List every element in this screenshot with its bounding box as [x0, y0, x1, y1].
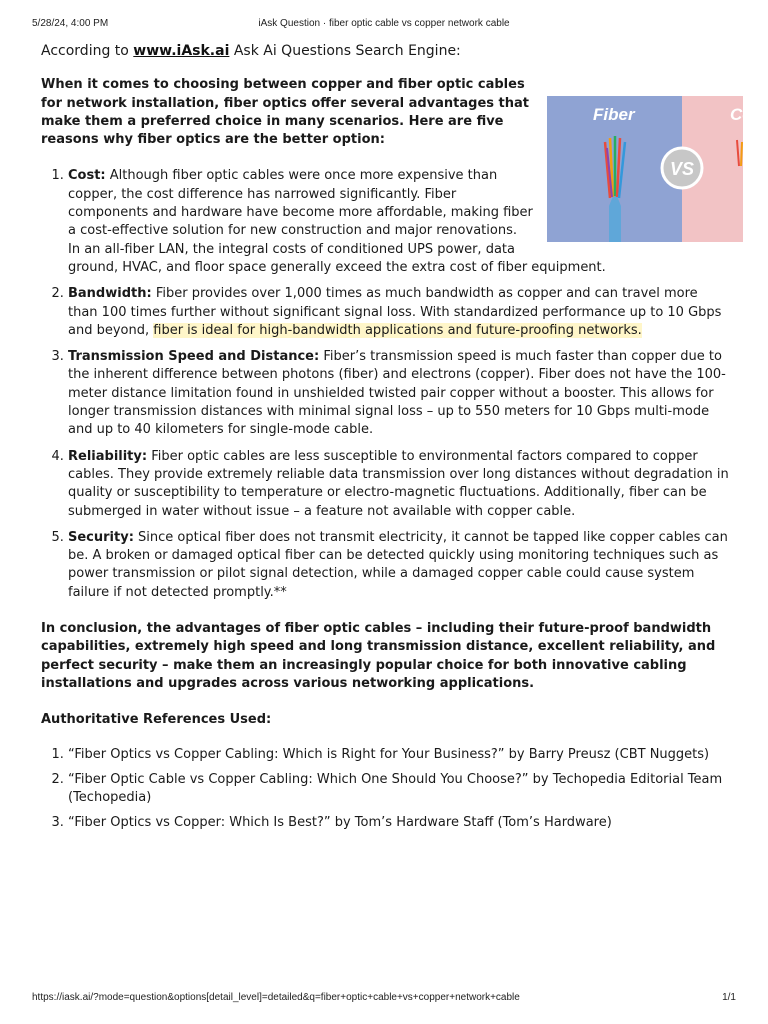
intro-suffix: Ask Ai Questions Search Engine:: [229, 43, 461, 59]
reference-item: 3. “Fiber Optics vs Copper: Which Is Best?” by Tom’s Hardware Staff (Tom’s Hardware): [68, 814, 731, 832]
references-heading: Authoritative References Used:: [41, 712, 272, 728]
reason-text: Fiber’s transmission speed is much faster than copper due to the inherent difference between photons (fiber) and electrons (copper). Fiber does not have the 100-meter distance limitation found in unshielded twisted pair copper without a booster. This allows for longer transmission distances with minimal signal loss – up to 550 meters for 10 Gbps multi-mode and up to 40 kilometers for single-mode cable.: [68, 349, 726, 438]
list-item: [68, 348, 731, 439]
reason-title: Reliability:: [68, 448, 148, 464]
print-footer: [32, 992, 736, 1006]
reason-text: Since optical fiber does not transmit electricity, it cannot be tapped like copper cables can be. A broken or damaged optical fiber can be detected quickly using monitoring techniques such as power transmission or pilot signal detection, while a damaged copper cable could cause system failure if not detected promptly.**: [68, 529, 728, 600]
reason-text: Although fiber optic cables were once more expensive than copper, the cost difference has narrowed significantly. Fiber components and hardware have become more affordable, making fiber a cost-effective solution for new construction and major renovations. In an all-fiber LAN, the integral costs of conditioned UPS power, data ground, HVAC, and floor space generally exceed the extra cost of fiber equipment.: [68, 168, 606, 275]
print-title: iAsk Question · fiber optic cable vs copper network cable: [258, 18, 510, 29]
reason-text: Fiber provides over 1,000 times as much bandwidth as copper and can travel more than 100 times further without significant signal loss. With standardized performance up to 10 Gbps and beyond,: [68, 286, 722, 338]
reason-title: Transmission Speed and Distance:: [68, 349, 320, 365]
reason-title: Cost:: [68, 168, 106, 184]
fiber-vs-copper-image: [547, 96, 753, 242]
print-header: [32, 18, 736, 32]
answer-content: [41, 42, 753, 840]
reason-text: Fiber optic cables are less susceptible to environmental factors compared to copper cables. They provide extremely reliable data transmission over long distances without degradation in quality or susceptibility to temperature or electro-magnetic fluctuations. Additionally, fiber can be submerged in water without issue – a feature not available with copper cable.: [68, 448, 729, 519]
intro-line: [41, 42, 731, 60]
reference-item: 1. “Fiber Optics vs Copper Cabling: Which is Right for Your Business?” by Barry Preusz (CBT Nuggets): [68, 746, 731, 764]
print-date: 5/28/24, 4:00 PM: [32, 18, 109, 29]
vs-label: VS: [669, 159, 695, 180]
list-item: [68, 285, 731, 340]
page-number: 1/1: [722, 992, 736, 1003]
iask-link[interactable]: www.iAsk.ai: [133, 43, 230, 59]
print-url: https://iask.ai/?mode=question&options[detail_level]=detailed&q=fiber+optic+cable+vs+copper+network+cable: [32, 992, 520, 1003]
reason-title: Security:: [68, 529, 134, 545]
reference-item: 2. “Fiber Optic Cable vs Copper Cabling: Which One Should You Choose?” by Techopedia Editorial Team (Techopedia): [68, 771, 731, 808]
intro-prefix: According to: [41, 43, 134, 59]
list-item: [68, 529, 731, 602]
references-list: [41, 746, 731, 833]
lead-paragraph: When it comes to choosing between copper and fiber optic cables for network installation, fiber optics offer several advantages that make them a preferred choice in many scenarios. Here are five reasons why fiber optics are the better option:: [41, 77, 529, 148]
fiber-label: Fiber: [593, 105, 635, 125]
vs-badge: [662, 148, 702, 188]
conclusion-paragraph: In conclusion, the advantages of fiber optic cables – including their future-proof bandwidth capabilities, extremely high speed and long transmission distance, excellent reliability, and perfect security – make them an increasingly popular choice for both innovative cabling installations and upgrades across various networking applications.: [41, 621, 716, 691]
highlighted-text: fiber is ideal for high-bandwidth applications and future-proofing networks.: [153, 322, 642, 338]
copper-label: Co: [730, 105, 753, 125]
reason-title: Bandwidth:: [68, 286, 152, 302]
list-item: [68, 448, 731, 521]
